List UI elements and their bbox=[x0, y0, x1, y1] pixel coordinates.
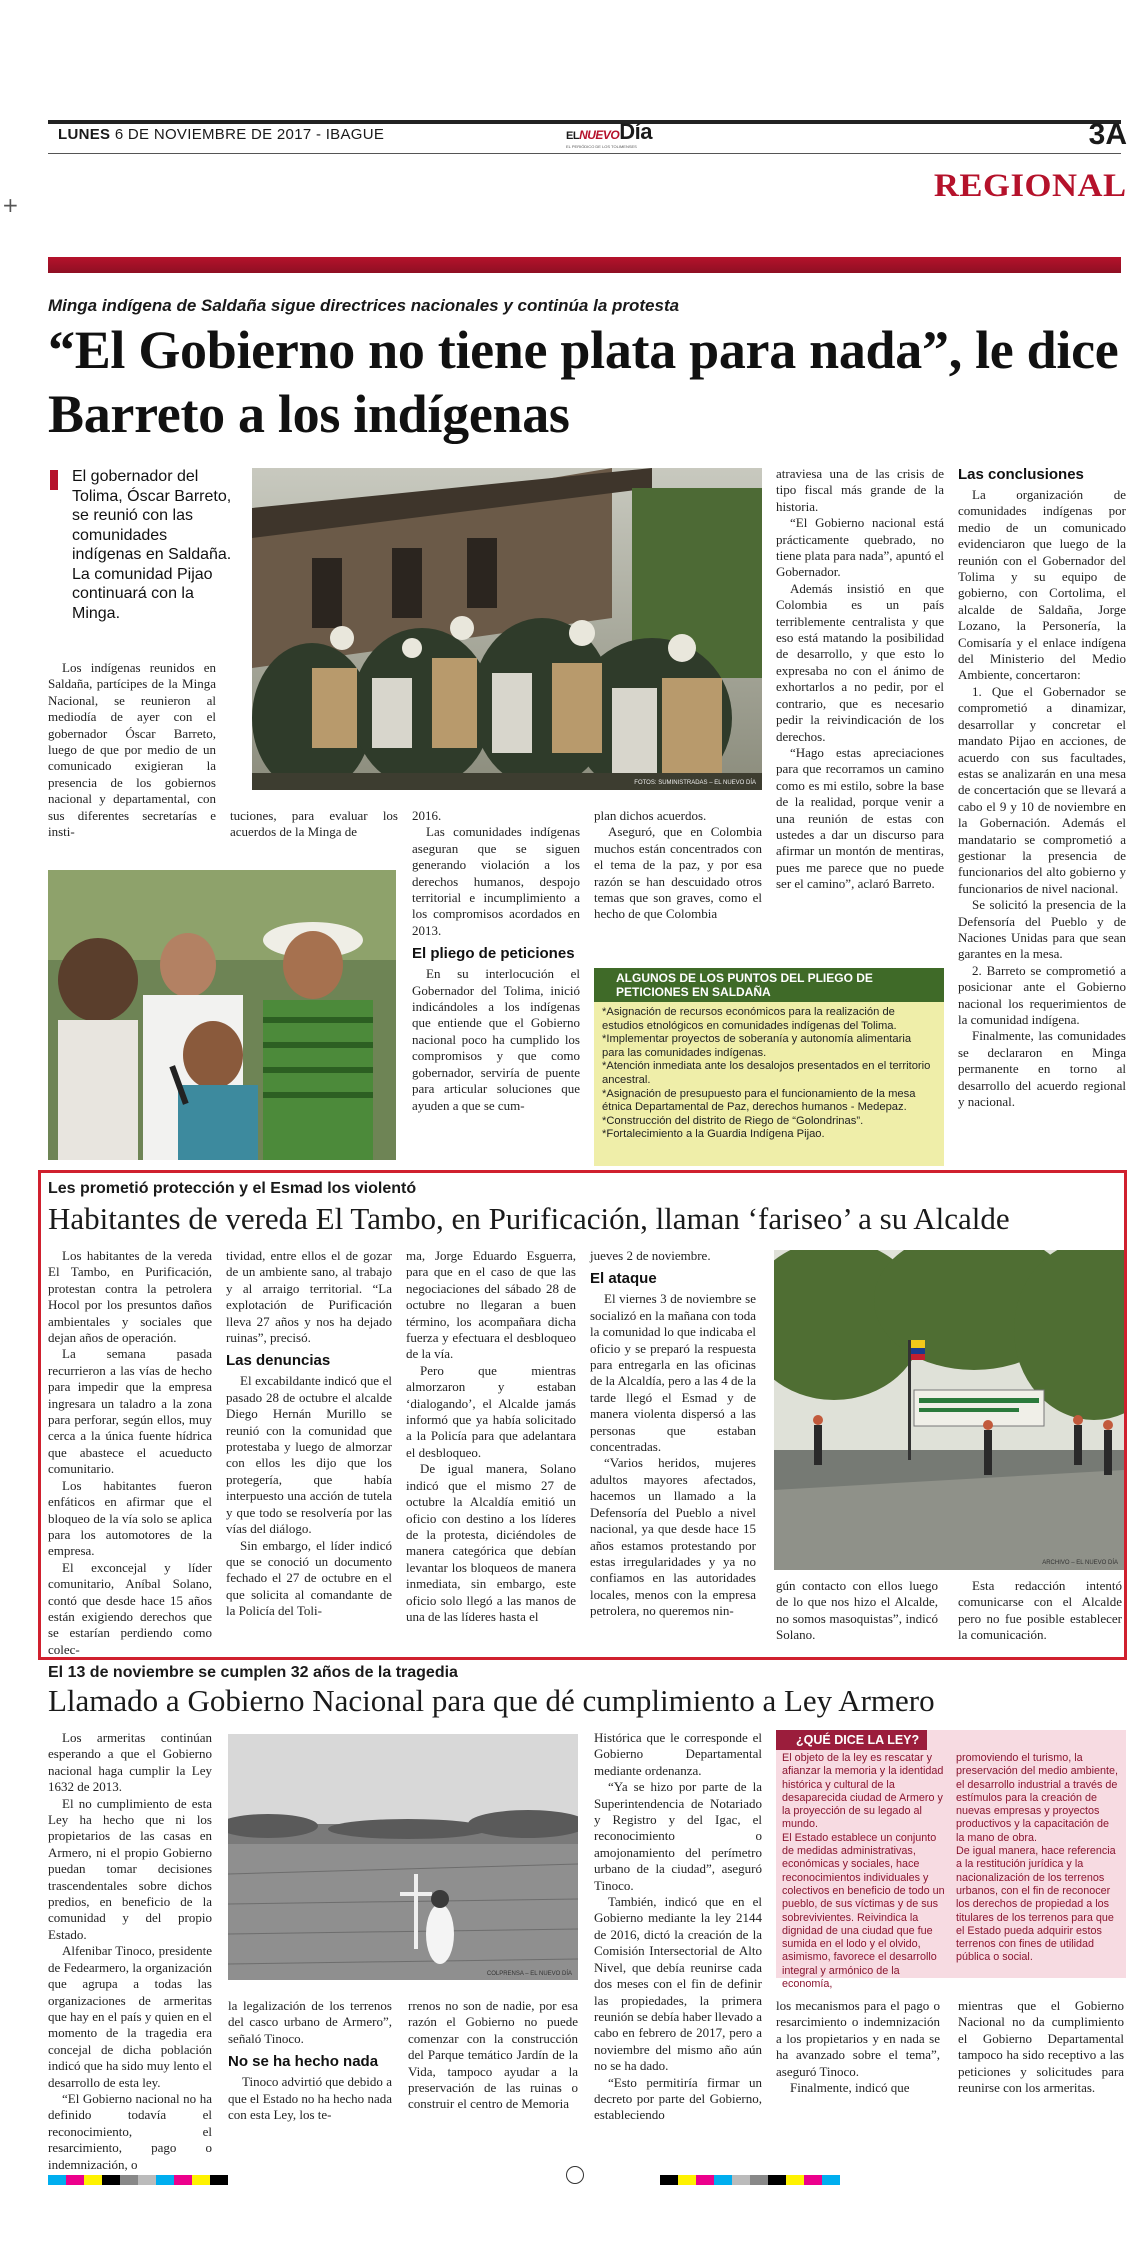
header-date bbox=[58, 126, 384, 143]
article1-main-photo bbox=[252, 468, 762, 790]
article2-photo bbox=[774, 1250, 1124, 1570]
article2-col6-bottom bbox=[958, 1578, 1122, 1644]
article3-photo-credit: COLPRENSA – EL NUEVO DÍA bbox=[486, 1971, 572, 1977]
article1-col1-p1: Los indígenas reunidos en Saldaña, partícipes de la Minga Nacional, se reunieron al mediodía de ayer con el gobernador Óscar Barreto, luego de que por medio de un comunicado exigieran la presencia de los gobiernos nacional y departamental, con sus diferentes secretarías e insti- bbox=[48, 660, 216, 840]
article1-col6-p1: La organización de comunidades indígenas por medio de un comunicado evidenciaron que luego de la reunión con el Gobernador del Tolima y su equipo de gobierno, con Cortolima, el alcalde de Saldaña, Jorge Lozano, la Personería, la Comisaría y el enlace indígena del Ministerio del Medio Ambiente, concertaron: bbox=[958, 487, 1126, 683]
article1-col2 bbox=[230, 808, 398, 841]
article1-col3-p1: 2016. bbox=[412, 808, 442, 823]
article3-col6 bbox=[958, 1998, 1124, 2096]
article3-kicker: El 13 de noviembre se cumplen 32 años de la tragedia bbox=[48, 1664, 458, 1681]
article3-col3 bbox=[408, 1998, 578, 2113]
article1-col5-p3: Además insistió en que Colombia es un país terriblemente centralista y que eso está matando la posibilidad de desarrollo, y que esto lo expresaba no con el ánimo de exhortarlos a no pedir, por el contrario, que es necesario pedir la reivindicación de los derechos. bbox=[776, 580, 944, 744]
article2-headline: Habitantes de vereda El Tambo, en Purificación, llaman ‘fariseo’ a su Alcalde bbox=[48, 1201, 1010, 1236]
article1-col3 bbox=[412, 808, 580, 1114]
article2-col3-p3: De igual manera, Solano indicó que el mismo 27 de octubre la Alcaldía emitió un oficio con destino a los líderes de la protesta, diciéndoles de manera categórica que debían levantar los bloqueos de manera inmediata, sin embargo, este oficio solo llegó a las manos de una de las líderes hasta el bbox=[406, 1461, 576, 1624]
article2-col2-p3: Sin embargo, el líder indicó que se conoció un documento fechado el 27 de octubre en el que solicita al comandante de la Policía del Toli- bbox=[226, 1537, 392, 1619]
logo-tagline: EL PERIÓDICO DE LOS TOLIMENSES bbox=[566, 144, 637, 149]
logo-nuevo: NUEVO bbox=[579, 128, 620, 142]
article2-col4-subhead: El ataque bbox=[590, 1270, 657, 1288]
article1-photo-credit: FOTOS: SUMINISTRADAS – EL NUEVO DÍA bbox=[634, 780, 756, 786]
crop-mark-left: + bbox=[2, 193, 19, 217]
article2-kicker: Les prometió protección y el Esmad los violentó bbox=[48, 1180, 417, 1197]
article1-col4-p2: Aseguró, que en Colombia muchos están concentrados con el tema de la paz, y por esa razón se han descuidado otros temas que son graves, como el hecho de que Colombia bbox=[594, 824, 762, 922]
article2-col3-p2: Pero que mientras almorzaron y estaban ‘dialogando’, el Alcalde jamás informó que ya había solicitado a la Policía para que adelantara el desbloqueo. bbox=[406, 1362, 576, 1460]
law-box-col1-p2: El Estado establece un conjunto de medidas administrativas, económicas y sociales, hace reconocimientos individuales y colectivos en beneficio de todo un pueblo, de sus víctimas y de sus sobrevivientes. Reivindica la dignidad de una ciudad que fue sumida en el lodo y el olvido, asimismo, favorece el desarrollo integral y armónico de la economía, bbox=[782, 1831, 945, 1991]
article3-col1-p3: Alfenibar Tinoco, presidente de Fedearmero, la organización que agrupa a todas las organizaciones de armeritas que hay en el país y quien en el momento de la tragedia era concejal de dicha población indicó que ha sido muy lento el desarrollo de esta ley. bbox=[48, 1943, 212, 2090]
article1-col4 bbox=[594, 808, 762, 923]
petition-item: *Implementar proyectos de soberanía y autonomía alimentaria para las comunidades indígenas. bbox=[602, 1033, 912, 1059]
article1-lead: El gobernador del Tolima, Óscar Barreto, se reunió con las comunidades indígenas en Saldaña. La comunidad Pijao continuará con la Minga. bbox=[72, 468, 232, 622]
article2-col6-p1: Esta redacción intentó comunicarse con el Alcalde pero no fue posible establecer la comunicación. bbox=[958, 1578, 1122, 1643]
article2-col1 bbox=[48, 1248, 212, 1658]
article3-col5-p2: Finalmente, indicó que bbox=[790, 2080, 910, 2096]
article3-col4-p3: También, indicó que en el Gobierno mediante la ley 2144 de 2016, dictó la creación de la Comisión Intersectorial de Alto Nivel, que debía reunirse cada dos meses con el fin de definir las propiedades, la primera reunión se debía haber llevado a cabo en febrero de 2017, pero a noviembre del mismo año aún no se ha dado. bbox=[594, 1894, 762, 2074]
article1-col6-p3: Se solicitó la presencia de la Defensoría del Pueblo y de Naciones Unidas para que sean garantes en la mesa. bbox=[958, 897, 1126, 962]
masthead-logo bbox=[566, 119, 684, 152]
law-box bbox=[776, 1730, 1126, 1991]
article2-col3-p1: ma, Jorge Eduardo Esguerra, para que en el caso de que las negociaciones del sábado 28 de octubre no llegaran a buen término, los acompañara dicha fuerza y efectuara el desbloqueo de la vía. bbox=[406, 1248, 576, 1362]
article3-col2-p2: Tinoco advirtió que debido a que el Estado no ha hecho nada con esta Ley, los te- bbox=[228, 2074, 392, 2123]
page-number: 3A bbox=[1088, 118, 1127, 151]
article1-col3-p2: Las comunidades indígenas aseguran que se siguen generando violación a los derechos humanos, despojo territorial e incumplimiento a los compromisos acordados en 2013. bbox=[412, 824, 580, 938]
article2-col2-p2: El excabildante indicó que el pasado 28 de octubre el alcalde Diego Hernán Murillo se reunió con la comunidad que protestaba y luego de almorzar con ellos les dijo que los protegería, que había interpuesto una acción de tutela y que todo se resolvería por las vías del diálogo. bbox=[226, 1373, 392, 1537]
petitions-box-list bbox=[594, 1002, 944, 1146]
section-color-bar bbox=[48, 257, 1121, 273]
article2-col1-p1: Los habitantes de la vereda El Tambo, en Purificación, protestan contra la petrolera Hocol por los presuntos daños ambientales y sociales que dejan años de operación. bbox=[48, 1248, 212, 1346]
article3-col1-p4: “El Gobierno nacional no ha definido todavía el reconocimiento, el resarcimiento, pago o indemnización, o bbox=[48, 2090, 212, 2172]
article2-col5-p1: gún contacto con ellos luego de lo que nos hizo el Alcalde, no somos masoquistas”, indicó Solano. bbox=[776, 1578, 938, 1643]
article2-col1-p4: El exconcejal y líder comunitario, Aníbal Solano, contó que desde hace 15 años están exigiendo derechos que se estarían perdiendo como colec- bbox=[48, 1559, 212, 1657]
article2-col5-bottom bbox=[776, 1578, 938, 1644]
article1-lead-marker bbox=[50, 470, 58, 490]
article3-col5 bbox=[776, 1998, 940, 2096]
article2-col1-p2: La semana pasada recurrieron a las vías de hecho para impedir que la empresa ingresara un taladro a la zona para perforar, según ellos, muy cerca a la única fuente hídrica que abastece el acueducto comunitario. bbox=[48, 1346, 212, 1477]
law-box-col2 bbox=[956, 1752, 1120, 1965]
petition-item: *Atención inmediata ante los desalojos presentados en el territorio ancestral. bbox=[602, 1060, 931, 1086]
logo-el: EL bbox=[566, 130, 580, 142]
petition-item: *Fortalecimiento a la Guardia Indígena Pijao. bbox=[602, 1128, 825, 1141]
article1-col5-p4: “Hago estas apreciaciones para que recorramos un camino como es mi estilo, sobre la base de la realidad, porque venir a una reunión de estas con ustedes a dar un discurso para afirmar un montón de mentiras, pues me parece que no puede ser el camino”, aclaró Barreto. bbox=[776, 744, 944, 892]
footer-color-bar-right bbox=[660, 2172, 1120, 2182]
article3-col1-p1: Los armeritas continúan esperando a que el Gobierno nacional haga cumplir la Ley 1632 de 2013. bbox=[48, 1730, 212, 1795]
article3-col4-p2: “Ya se hizo por parte de la Superintendencia de Notariado y Registro y del Igac, el reconocimiento o amojonamiento del perímetro urbano de la ciudad”, aseguró Tinoco. bbox=[594, 1779, 762, 1893]
article3-col6-p1: mientras que el Gobierno Nacional no da cumplimiento el Gobierno Departamental tampoco ha sido receptivo a las peticiones y solicitudes para reunirse con los armeritas. bbox=[958, 1998, 1124, 2096]
article3-col2 bbox=[228, 1998, 392, 2123]
petition-item: *Asignación de presupuesto para el funcionamiento de la mesa étnica Departamental de Paz, derechos humanos - Medepaz. bbox=[602, 1087, 916, 1114]
article2-col4-p1: jueves 2 de noviembre. bbox=[590, 1248, 711, 1263]
footer-color-bar-left bbox=[48, 2172, 528, 2182]
article1-col5 bbox=[776, 466, 944, 893]
article3-col3-p1: rrenos no son de nadie, por esa razón el Gobierno no puede comenzar con la construcción del Parque temático Jardín de la Vida, tampoco ayudar a la preservación de las ruinas o construir el centro de Memoria bbox=[408, 1998, 578, 2112]
article3-photo bbox=[228, 1734, 578, 1980]
article3-headline: Llamado a Gobierno Nacional para que dé cumplimiento a Ley Armero bbox=[48, 1683, 935, 1718]
article1-col3-subhead: El pliego de peticiones bbox=[412, 945, 575, 963]
header-bottom-rule bbox=[48, 153, 1121, 154]
article1-col5-p1: atraviesa una de las crisis de tipo fiscal más grande de la historia. bbox=[776, 466, 944, 514]
article2-col1-p3: Los habitantes fueron enfáticos en afirmar que el bloqueo de la vía solo se aplica para los automotores de la empresa. bbox=[48, 1477, 212, 1559]
petition-item: *Construcción del distrito de Riego de “Golondrinas”. bbox=[602, 1114, 864, 1127]
article3-col4-p4: “Esto permitiría firmar un decreto por parte del Gobierno, estableciendo bbox=[594, 2074, 762, 2123]
law-box-col2-p1: promoviendo el turismo, la preservación del medio ambiente, el desarrollo industrial a través de estímulos para la creación de nuevas empresas y proyectos productivos y la capacitación de la mano de obra. bbox=[956, 1752, 1119, 1844]
article2-col4-p3: “Varios heridos, mujeres adultos mayores afectados, hacemos un llamado a la Defensoría del Pueblo a nivel nacional, ya que desde hace 15 años estamos protestando por estas irregularidades y ya no confiamos en las autoridades locales, menos con la empresa petrolera, no queremos nin- bbox=[590, 1455, 756, 1619]
article3-col1 bbox=[48, 1730, 212, 2173]
article3-col2-subhead: No se ha hecho nada bbox=[228, 2053, 379, 2071]
article1-col1 bbox=[48, 660, 216, 840]
petitions-box bbox=[594, 968, 944, 1166]
header-date-day: LUNES bbox=[58, 126, 111, 143]
article3-col2-p1: la legalización de los terrenos del casco urbano de Armero”, señaló Tinoco. bbox=[228, 1998, 392, 2046]
logo-dia: Día bbox=[619, 119, 652, 144]
article1-col3-p3: En su interlocución el Gobernador del Tolima, inició indicándoles a los indígenas que entiende que el Gobierno nacional poco ha cumplido los compromisos y que como gobernador, serviría de puente para articular soluciones que ayuden a que se cum- bbox=[412, 966, 580, 1113]
article1-col6-subhead: Las conclusiones bbox=[958, 466, 1084, 483]
article2-col2-p1: tividad, entre ellos el de gozar de un ambiente sano, al trabajo y al arraigo territorial. “La explotación de Purificación lleva 27 años y nos ha dejado ruinas”, precisó. bbox=[226, 1248, 392, 1346]
petition-item: *Asignación de recursos económicos para la realización de estudios etnológicos en comunidades indígenas del Tolima. bbox=[602, 1006, 897, 1032]
article1-col6-p2: 1. Que el Gobernador se comprometió a dinamizar, desarrollar y concretar el mandato Pijao en acciones, de acuerdo con sus facultades, estas se analizarán en una mesa de concertación que se llevará a cabo el 9 y 10 de noviembre en la Gobernación. Además el mandatario se comprometió a gestionar la presencia de funcionarios del alto gobierno y funcionarios de nivel nacional. bbox=[958, 683, 1126, 896]
law-box-title: ¿QUÉ DICE LA LEY? bbox=[776, 1730, 927, 1750]
article3-col4-p1: Histórica que le corresponde el Gobierno Departamental mediante ordenanza. bbox=[594, 1730, 762, 1778]
law-box-col2-p2: De igual manera, hace referencia a la restitución jurídica y la nacionalización de los terrenos urbanos, con el fin de reconocer los derechos de propiedad a los titulares de los terrenos para que el Estado pueda adquirir estos terrenos con fines de utilidad pública o social. bbox=[956, 1845, 1116, 1964]
article1-col6-p4: 2. Barreto se comprometió a posicionar ante el Gobierno nacional los requerimientos de la comunidad indígena. bbox=[958, 962, 1126, 1027]
article1-headline: “El Gobierno no tiene plata para nada”, le dice Barreto a los indígenas bbox=[48, 320, 1119, 444]
article1-col6-p5: Finalmente, las comunidades se declararon en Minga permanente en torno al desarrollo del acuerdo regional y nacional. bbox=[958, 1028, 1126, 1110]
article2-col3 bbox=[406, 1248, 576, 1625]
article1-col5-p2: “El Gobierno nacional está prácticamente quebrado, no tiene plata para nada”, apuntó el Gobernador. bbox=[776, 515, 944, 580]
article1-col6 bbox=[958, 466, 1126, 1110]
law-box-col1 bbox=[782, 1752, 946, 1991]
article2-photo-credit: ARCHIVO – EL NUEVO DÍA bbox=[1042, 1560, 1118, 1566]
footer-register-mark bbox=[566, 2166, 584, 2184]
article3-col5-p1: los mecanismos para el pago o resarcimiento o indemnización a los propietarios y en nada se ha avanzado sobre el tema”, aseguró Tinoco. bbox=[776, 1998, 940, 2079]
section-label: REGIONAL bbox=[934, 168, 1127, 204]
header-date-rest: 6 DE NOVIEMBRE DE 2017 - IBAGUE bbox=[114, 126, 385, 143]
article2-col4 bbox=[590, 1248, 756, 1620]
article2-col2-subhead: Las denuncias bbox=[226, 1352, 331, 1370]
article2-col4-p2: El viernes 3 de noviembre se socializó en la mañana con toda la comunidad lo que indicaba el oficio y se preparó la respuesta para entregarla en las oficinas de la Alcaldía, pero a las 4 de la tarde llegó el Esmad y de manera violenta dispersó a las personas que estaban concentradas. bbox=[590, 1291, 756, 1455]
petitions-box-title: ALGUNOS DE LOS PUNTOS DEL PLIEGO DE PETICIONES EN SALDAÑA bbox=[594, 968, 944, 1002]
article1-col2-p1: tuciones, para evaluar los acuerdos de la Minga de bbox=[230, 808, 398, 840]
article2-col2 bbox=[226, 1248, 392, 1620]
law-box-col1-p1: El objeto de la ley es rescatar y afianzar la memoria y la identidad histórica y cultural de la desaparecida ciudad de Armero y la proyección de su legado al mundo. bbox=[782, 1752, 944, 1831]
article1-kicker: Minga indígena de Saldaña sigue directrices nacionales y continúa la protesta bbox=[48, 296, 680, 315]
article1-second-photo bbox=[48, 870, 396, 1160]
article1-col4-p1: plan dichos acuerdos. bbox=[594, 808, 707, 823]
article3-col1-p2: El no cumplimiento de esta Ley ha hecho que ni los propietarios de las casas en Armero, ni el propio Gobierno puedan tomar decisiones trascendentales sobre dichos predios, en beneficio de la comunidad y del propio Estado. bbox=[48, 1795, 212, 1942]
article3-col4 bbox=[594, 1730, 762, 2124]
